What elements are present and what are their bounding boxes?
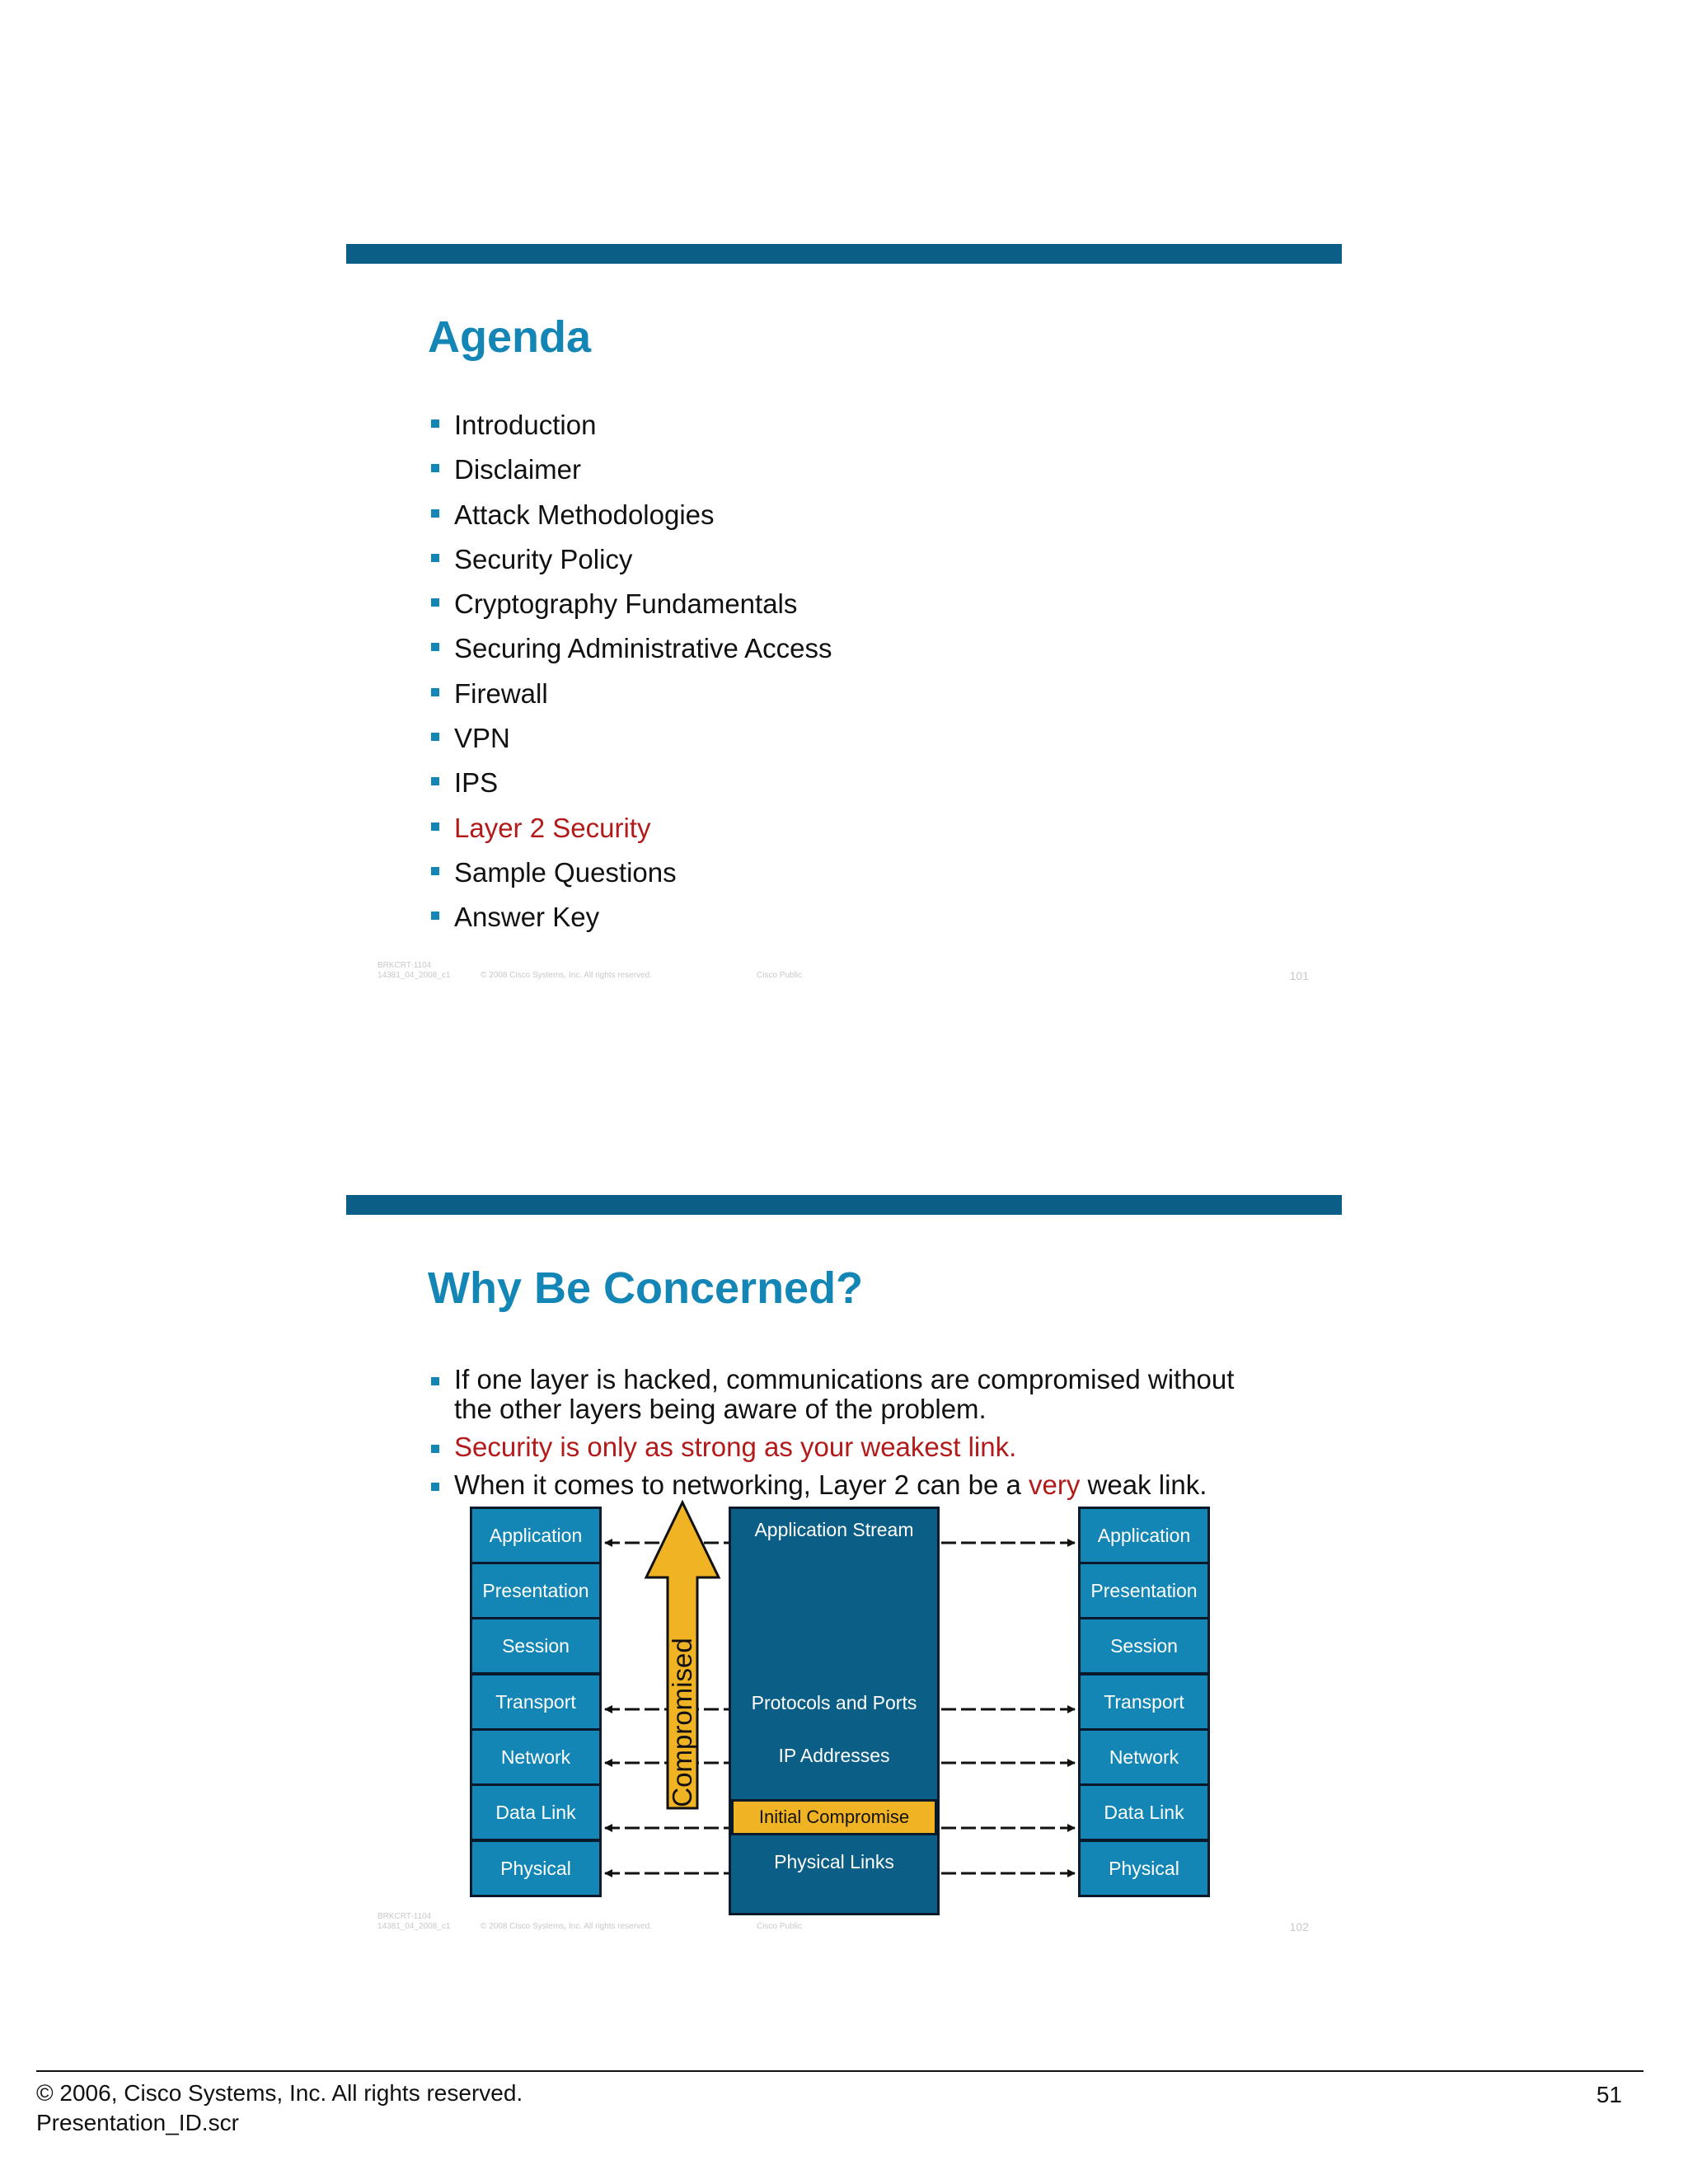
left-layer-data-link: Data Link [470, 1783, 602, 1841]
slide-copyright: © 2008 Cisco Systems, Inc. All rights reserved. [481, 1922, 653, 1931]
right-layer-physical: Physical [1078, 1840, 1210, 1897]
slide-copyright: © 2008 Cisco Systems, Inc. All rights reserved. [481, 971, 653, 980]
bullet-icon [431, 867, 439, 875]
page-filename: Presentation_ID.scr [36, 2110, 239, 2135]
bullet-icon [431, 733, 439, 741]
application-stream-label: Application Stream [754, 1519, 914, 1540]
right-layer-transport: Transport [1078, 1673, 1210, 1731]
bullet-icon [431, 464, 439, 472]
slide-footer [377, 961, 1309, 986]
initial-compromise-box: Initial Compromise [731, 1799, 937, 1835]
left-layer-network: Network [470, 1728, 602, 1786]
physical-links-label: Physical Links [774, 1851, 894, 1872]
bullet-icon [431, 688, 439, 696]
right-layer-application: Application [1078, 1507, 1210, 1564]
bullet-icon [431, 1483, 439, 1491]
osi-layer-diagram [470, 1507, 1212, 1927]
bullet-icon [431, 598, 439, 607]
center-stream-column [729, 1507, 940, 1915]
agenda-item: IPS [428, 765, 832, 809]
agenda-list [428, 407, 832, 944]
session-code: BRKCRT-1104 14381_04_2008_c1 [377, 961, 451, 980]
agenda-item: Introduction [428, 407, 832, 452]
protocols-ports-label: Protocols and Ports [751, 1692, 917, 1713]
slide-header-bar [346, 244, 1342, 264]
agenda-item: Cryptography Fundamentals [428, 586, 832, 630]
bullet-icon [431, 912, 439, 920]
agenda-item: Securing Administrative Access [428, 630, 832, 675]
slide-number: 101 [1289, 969, 1309, 982]
slide-agenda [346, 244, 1342, 1002]
agenda-item: Firewall [428, 676, 832, 720]
bullet-icon [431, 1445, 439, 1453]
bullet-icon [431, 1377, 439, 1385]
bullet-icon [431, 419, 439, 428]
right-layer-presentation: Presentation [1078, 1562, 1210, 1619]
agenda-item: Disclaimer [428, 452, 832, 496]
compromised-label: Compromised [667, 1638, 697, 1807]
agenda-item: Security Policy [428, 541, 832, 586]
slide-footer [377, 1912, 1309, 1937]
agenda-item-current: Layer 2 Security [428, 810, 832, 855]
bullet-icon [431, 823, 439, 831]
agenda-item: Sample Questions [428, 855, 832, 899]
agenda-item: Attack Methodologies [428, 497, 832, 541]
left-layer-transport: Transport [470, 1673, 602, 1731]
slide-number: 102 [1289, 1920, 1309, 1933]
slide-title: Agenda [428, 312, 592, 362]
right-layer-session: Session [1078, 1617, 1210, 1675]
left-layer-physical: Physical [470, 1840, 602, 1897]
right-layer-data-link: Data Link [1078, 1783, 1210, 1841]
left-layer-session: Session [470, 1617, 602, 1675]
agenda-item: VPN [428, 720, 832, 765]
right-layer-network: Network [1078, 1728, 1210, 1786]
slide-classification: Cisco Public [757, 971, 803, 980]
slide-classification: Cisco Public [757, 1922, 803, 1931]
bullet-item: When it comes to networking, Layer 2 can be a very weak link. [428, 1470, 1260, 1500]
left-layer-application: Application [470, 1507, 602, 1564]
bullet-list [428, 1365, 1260, 1508]
page-copyright: © 2006, Cisco Systems, Inc. All rights reserved. [36, 2080, 523, 2106]
bullet-item-highlight: Security is only as strong as your weakest link. [428, 1432, 1260, 1462]
bullet-icon [431, 777, 439, 785]
session-code: BRKCRT-1104 14381_04_2008_c1 [377, 1912, 451, 1931]
slide-title: Why Be Concerned? [428, 1263, 864, 1313]
bullet-icon [431, 643, 439, 651]
left-layer-presentation: Presentation [470, 1562, 602, 1619]
bullet-icon [431, 554, 439, 562]
slide-why-be-concerned [346, 1195, 1342, 1953]
ip-addresses-label: IP Addresses [778, 1745, 890, 1766]
slide-header-bar [346, 1195, 1342, 1215]
agenda-item: Answer Key [428, 899, 832, 944]
bullet-item: If one layer is hacked, communications are compromised without the other layers being aware of the problem. [428, 1365, 1260, 1424]
footer-rule [36, 2070, 1643, 2072]
page-number: 51 [1596, 2082, 1622, 2107]
bullet-icon [431, 509, 439, 518]
